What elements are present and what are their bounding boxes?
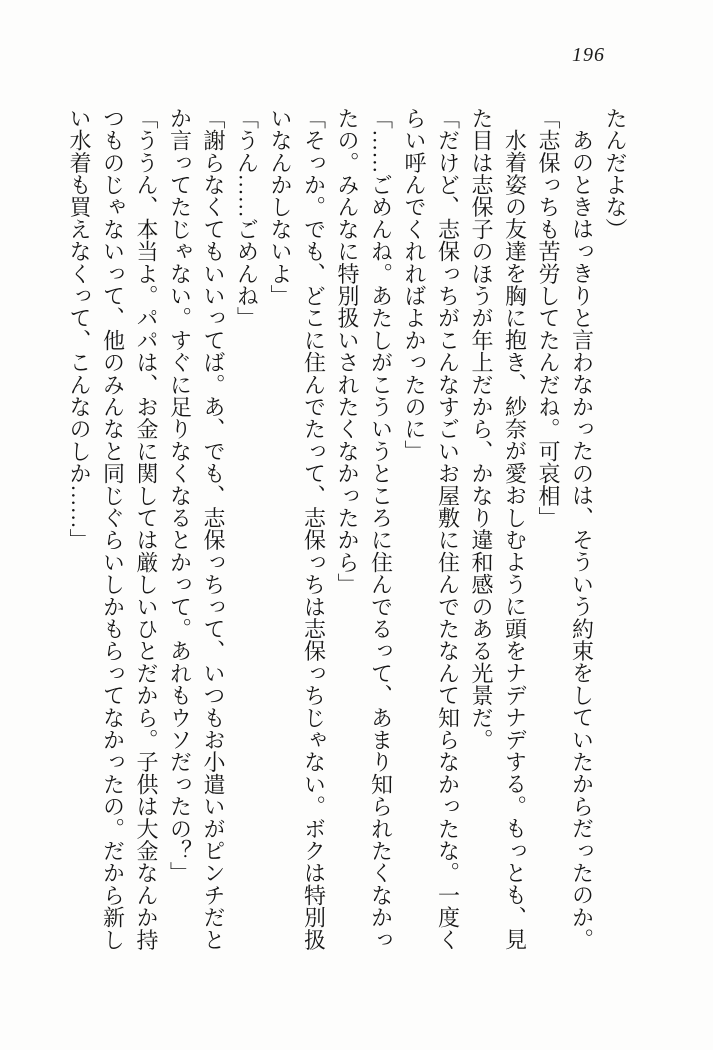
text-line: 「謝らなくてもいいってば。あ、でも、志保っちって、いつもお小遣いがピンチだと xyxy=(201,107,226,951)
text-line: か言ってたじゃない。すぐに足りなくなるとかって。あれもウソだったの？」 xyxy=(167,107,193,884)
vertical-text-block xyxy=(63,107,633,952)
text-line: 「だけど、志保っちがこんなすごいお屋敷に住んでたなんて知らなかったな。一度く xyxy=(435,107,461,951)
text-line: 水着姿の友達を胸に抱き、紗奈が愛おしむように頭をナデナデする。もっとも、見 xyxy=(502,129,528,951)
text-line: い水着も買えなくって、こんなのしか……」 xyxy=(67,107,92,551)
page-number: 196 xyxy=(572,44,605,66)
text-line: らい呼んでくれればよかったのに」 xyxy=(402,107,427,463)
text-line: あのときはっきりと言わなかったのは、そういう約束をしていたからだったのか。 xyxy=(569,129,595,951)
text-line: 「ううん、本当よ。パパは、お金に関しては厳しいひとだから。子供は大金なんか持 xyxy=(134,107,159,951)
text-line: た目は志保子のほうが年上だから、かなり違和感のある光景だ。 xyxy=(469,107,494,751)
text-line: たんだよな） xyxy=(603,107,628,241)
text-line: 「志保っちも苦労してたんだね。可哀相」 xyxy=(536,107,561,529)
text-line: たの。みんなに特別扱いされたくなかったから」 xyxy=(335,107,360,596)
text-line: 「……ごめんね。あたしがこういうところに住んでるって、あまり知られたくなかっ xyxy=(368,107,394,951)
text-line: 「そっか。でも、どこに住んでたって、志保っちは志保っちじゃない。ボクは特別扱 xyxy=(301,107,327,951)
text-line: 「うん……ごめんね」 xyxy=(234,107,260,329)
text-line: いなんかしないよ」 xyxy=(268,107,293,307)
text-line: つものじゃないって、他のみんなと同じぐらいしかもらってなかったの。だから新し xyxy=(100,107,126,951)
